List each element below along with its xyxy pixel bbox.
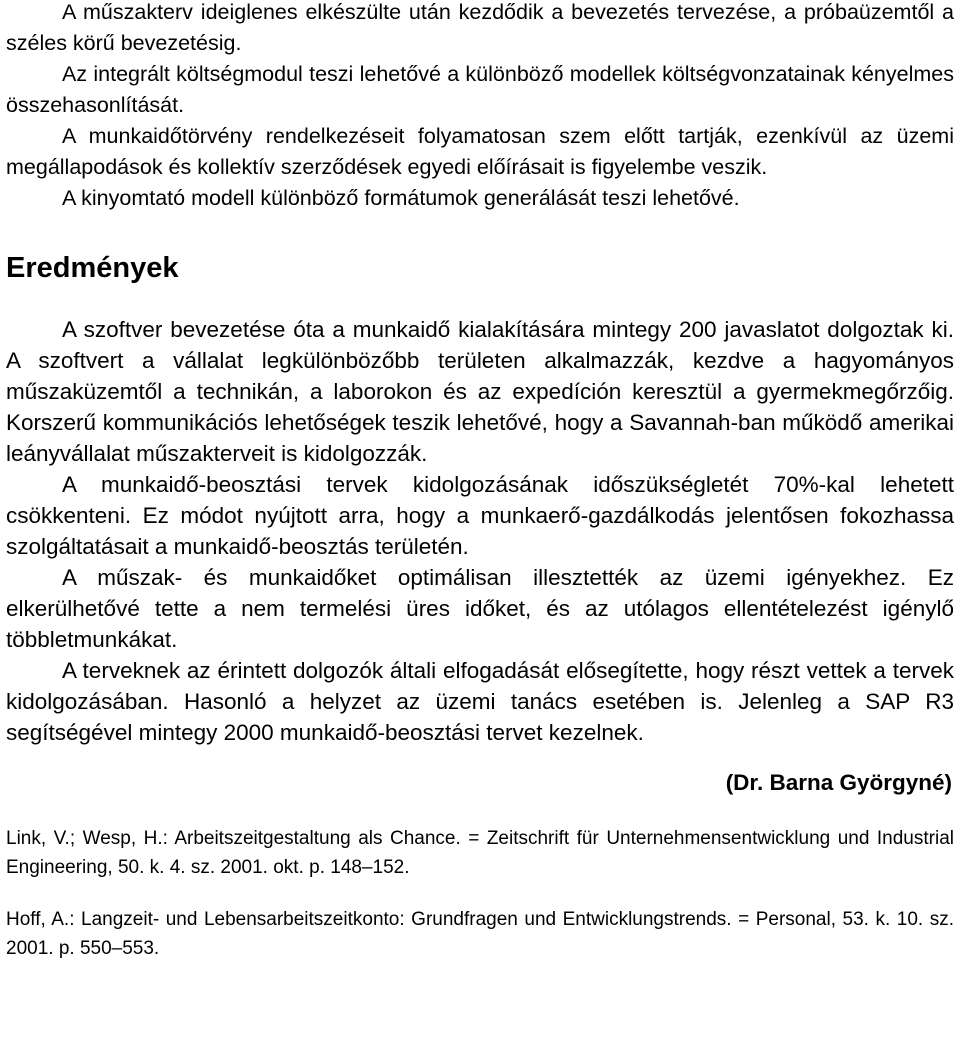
results-paragraph: A munkaidő-beosztási tervek kidolgozásának időszükségletét 70%-kal lehetett csökkenteni. Ez módot nyújtott arra, hogy a munkaerő-gazdálkodás jelentősen fokozhassa szolgáltatásait a munkaidő-beosztás területén. (6, 472, 954, 559)
results-paragraph: A szoftver bevezetése óta a munkaidő kialakítására mintegy 200 javaslatot dolgoztak ki. A szoftvert a vállalat legkülönbözőbb területen alkalmazzák, kezdve a hagyományos műszaküzemtől a technikán, a laborokon és az expedíción keresztül a gyermekmegőrzőig. Korszerű kommunikációs lehetőségek teszik lehetővé, hogy a Savannah-ban működő amerikai leányvállalat műszakterveit is kidolgozzák. (6, 317, 954, 466)
reference-entry: Hoff, A.: Langzeit- und Lebensarbeitszeitkonto: Grundfragen und Entwicklungstrends. = Personal, 53. k. 10. sz. 2001. p. 550–553. (6, 909, 954, 959)
intro-paragraph: A munkaidőtörvény rendelkezéseit folyamatosan szem előtt tartják, ezenkívül az üzemi megállapodások és kollektív szerződések egyedi előírásait is figyelembe veszik. (6, 124, 954, 179)
document-page (6, 0, 954, 986)
intro-section (6, 0, 954, 214)
results-paragraph: A műszak- és munkaidőket optimálisan illesztették az üzemi igényekhez. Ez elkerülhetővé tette a nem termelési üres időket, és az utólagos ellentételezést igénylő többletmunkákat. (6, 565, 954, 652)
reference-entry: Link, V.; Wesp, H.: Arbeitszeitgestaltung als Chance. = Zeitschrift für Unternehmensentwicklung und Industrial Engineering, 50. k. 4. sz. 2001. okt. p. 148–152. (6, 828, 954, 878)
results-paragraph: A terveknek az érintett dolgozók általi elfogadását elősegítette, hogy részt vettek a tervek kidolgozásában. Hasonló a helyzet az üzemi tanács esetében is. Jelenleg a SAP R3 segítségével mintegy 2000 munkaidő-beosztási tervet kezelnek. (6, 658, 954, 745)
intro-paragraph: A kinyomtató modell különböző formátumok generálását teszi lehetővé. (62, 186, 740, 210)
intro-paragraph: A műszakterv ideiglenes elkészülte után kezdődik a bevezetés tervezése, a próbaüzemtől a széles körű bevezetésig. (6, 0, 954, 55)
results-section (6, 314, 954, 748)
author-signature: (Dr. Barna Györgyné) (725, 770, 952, 795)
section-heading: Eredmények (6, 252, 179, 284)
intro-paragraph: Az integrált költségmodul teszi lehetővé a különböző modellek költségvonzatainak kényelmes összehasonlítását. (6, 62, 954, 117)
references-section (6, 824, 954, 963)
